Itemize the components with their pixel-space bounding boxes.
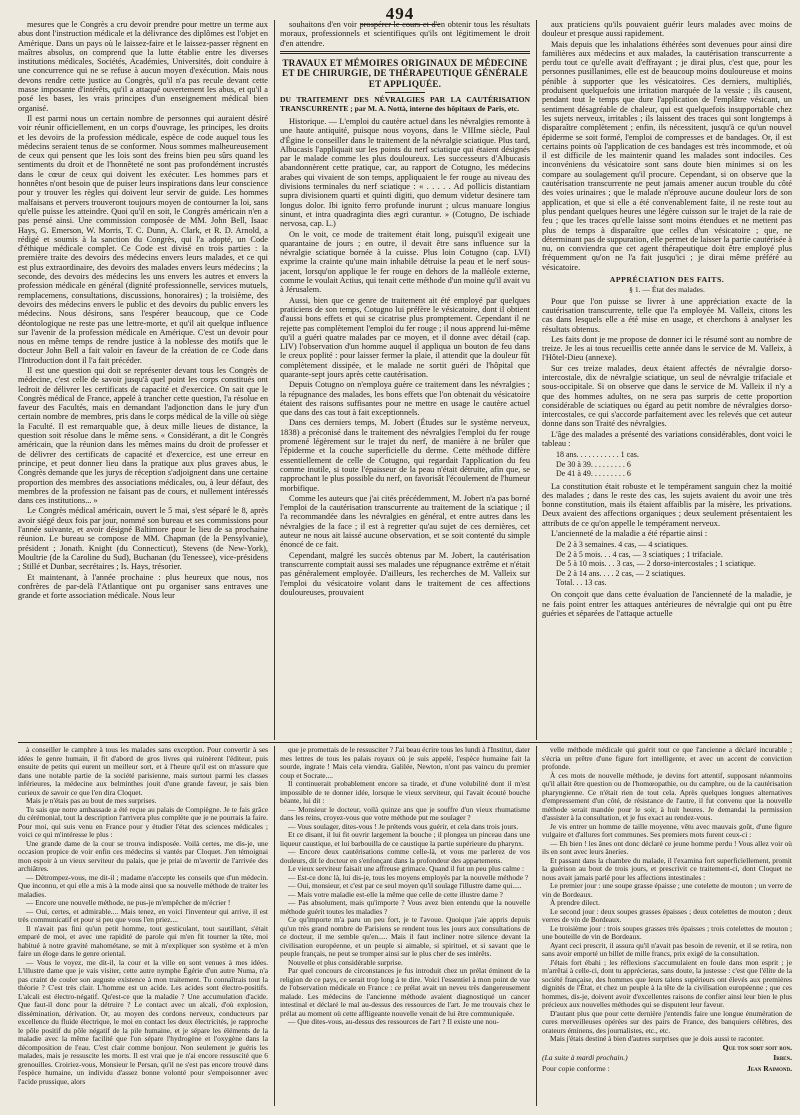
paragraph: — Mais votre maladie est-elle la même que celle de cette illustre dame ? xyxy=(288,889,503,899)
section-title: TRAVAUX ET MÉMOIRES ORIGINAUX DE MÉDECINE ET DE CHIRURGIE, DE THÉRAPEUTIQUE GÉNÉRALE ET APPLIQUÉE. xyxy=(282,57,528,89)
letter-closing: Que ton sort soit bon. xyxy=(722,1042,792,1052)
table-row: De 2 à 14 ans. . . . 2 cas, — 2 sciatiques. xyxy=(556,568,686,578)
paragraph: Cependant, malgré les succès obtenus par M. Jobert, la cautérisation transcurrente comptait aussi ses malades une répugnance extrême et n'était pas généralement employée. D'ailleurs, les recherches de M. Valleix sur l'emploi du vésicatoire volant dans le traitement de ces affections douloureuses, prouvaient xyxy=(280,550,530,597)
section-heading: APPRÉCIATION DES FAITS. xyxy=(609,275,725,285)
paragraph: — Oui, certes, et admirable.... Mais tenez, en voici l'inventeur qui arrive, il est très communicatif et pour si peu que vous l'en priez.... xyxy=(18,906,268,924)
bottom-column-1 xyxy=(18,746,268,1106)
signature-row xyxy=(542,1054,792,1063)
column-rule xyxy=(274,746,275,1106)
paragraph: à conseiller le camphre à tous les malades sans exception. Pour convertir à ses idées le genre humain, il fit d'abord de gros livres qui ruinèrent l'éditeur, puis ensuite de petits qui eurent un meilleur sort, et à l'heure qu'il est on m'assure que dans une notable partie de la société parisienne, mais surtout parmi les classes inférieures, la médecine aux belminthes jouit d'une grande faveur, je sais bien curieux de savoir ce que l'en dira Cloquet. xyxy=(18,746,268,797)
paragraph: À prendre dilect. xyxy=(550,898,600,907)
paragraph: L'ancienneté de la maladie a été répartie ainsi : xyxy=(551,529,708,539)
paragraph: Nouvelle et plus considérable surprise. xyxy=(288,957,403,967)
top-column-1 xyxy=(18,20,268,740)
paragraph: que je promettais de le ressusciter ? J'ai beau écrire tous les lundi à l'Institut, dater mes lettres de tous les palais royaux où je suis appelé, l'espèce humaine fait la sourde, ingrate ! Mais cela viendra. Galilée, Newton, n'ont pas vaincu du premier coup et Socrate.... xyxy=(280,746,530,780)
paragraph: Mais je n'étais pas au bout de mes surprises. xyxy=(26,796,157,805)
paragraph: La constitution était robuste et le tempérament sanguin chez la moitié des malades ; dans le reste des cas, les sujets avaient du avoir une très bonne constitution, mais ils étaient affaiblis par la misère, les privations. Deux avaient des affections organiques ; deux seulement présentaient les attributs de ce qu'on appelle le tempérament nerveux. xyxy=(542,481,792,528)
paragraph: J'étais fort ébahi ; les réflexions s'accumulaient en foule dans mon esprit ; je m'arrêtai à celle-ci, dont tu apprécieras, sans doute, la justesse : c'est que l'élite de la société française, des hommes que leurs talens supérieurs ont élevés aux premières dignités de l'État, et chez un peuple à la tête de la civilisation européenne ; que ces hommes, dis-je, doivent avoir d'excellentes raisons de confier ainsi leur bien le plus précieux aux nouvelles méthodes qui se disputent leur faveur. xyxy=(542,957,792,1009)
paragraph: Mais j'étais destiné à bien d'autres surprises que je dois aussi te raconter. xyxy=(550,1034,764,1043)
paragraph: L'âge des malades a présenté des variations considérables, dont voici le tableau : xyxy=(542,429,792,449)
paragraph: Et passant dans la chambre du malade, il l'examina fort superficiellement, promit la guérison au bout de trois jours, et prescrivit ce traitement-ci, dont Cloquet ne nous avait jamais parlé pour les affections intestinales : xyxy=(542,855,792,882)
paragraph: — Monsieur le docteur, voilà quinze ans que je souffre d'un vieux rhumatisme dans les reins, croyez-vous que votre méthode put me soulager ? xyxy=(280,804,530,822)
paragraph: Il est parmi nous un certain nombre de personnes qui auraient désiré voir réunir officiellement, en un corps d'ouvrage, les principes, les droits et les devoirs de la profession médicale, espèce de code auquel tous les médecins seraient tenus de se conformer. Nous sommes malheureusement de ceux qui pensent que les lois sont des freins bien peu sûrs quand les sentiments du droit et de l'honnêteté ne sont pas profondément incrustés dans le cœur de ceux qui doivent les exécuter. Les hommes pars et honnêtes n'ont besoin que de puiser leurs inspirations dans leur conscience pour y trouver les règles qui doivent leur servir de guide. Les hommes malfaisans et pervers trouveront toujours moyen de contourner la loi, sans qu'elle puisse les atteindre. Quoi qu'il en soit, le Congrès américain n'en a pas pensé ainsi. Une commission composée de MM. John Bell, Isaac Hays, G. Emerson, W. Morris, T. C. Dunn, A. Clark, et R. D. Arnold, a rédigé et soumis à la sanction du Congrès, qui l'a adopté, un Code d'éthique médicale complet. Ce Code est divisé en trois parties : la première traite des devoirs des médecins envers leurs malades, et ce qui est plus extraordinaire, des devoirs des malades envers leurs médecins ; la seconde, des devoirs des médecins les uns envers les autres et envers la profession médicale en général (dignité professionnelle, services mutuels, remplacemens, consultations, discussions, honoraires) ; la troisième, des devoirs des médecins envers le public et des devoirs du public envers les médecins. Nous désirons, sans l'espérer beaucoup, que ce Code déontologique ne reste pas une lettre-morte, et qu'il ait quelque influence sur l'avenir de la profession médicale en Amérique. C'est un devoir pour nous en même temps de rendre justice à la noblesse des motifs que le docteur John Bell a fait valoir en faveur de la création de ce Code dans l'Introduction dont il l'a fait précéder. xyxy=(18,113,268,365)
paragraph: D'autant plus que pour cette dernière j'entendis faire une longue énumération de cures merveilleuses opérées sur des pairs de France, des banquiers célèbres, des orateurs éminens, des journalistes, etc., etc. xyxy=(542,1008,792,1035)
subsection-heading: § 1. — État des malades. xyxy=(629,285,705,295)
paragraph: Le premier jour : une soupe grasse épaisse ; une cotelette de mouton ; un verre de vin de Bordeaux. xyxy=(542,881,792,899)
page-number: 494 xyxy=(360,4,440,25)
paragraph: Depuis Cotugno on n'employa guère ce traitement dans les névralgies ; la répugnance des malades, les bons effets que l'on obtenait du vésicatoire étaient des raisons suffisantes pour ne mettre en usage le cautère actuel que dans des cas tout à fait exceptionnels. xyxy=(280,380,530,418)
top-column-2 xyxy=(280,20,530,740)
paragraph: Aussi, bien que ce genre de traitement ait été employé par quelques praticiens de son temps, Cotugno lui préfère le vésicatoire, dont il obtient d'aussi bons effets et qui se cicatrise plus promptement. Cependant il ne rejette pas complètement l'emploi du fer rouge ; il nous apprend lui-même qu'il a guéri quatre malades par ce moyen, et il donne avec détail (cap. LIV) l'observation d'un homme auquel il appliqua un bouton de feu dans le creux poplité : pour laisser fermer la plaie, il attendit que la douleur fût complètement dissipée, et le malade ne sortit guéri de l'hôpital que quarante-sept jours après cette cautérisation. xyxy=(280,295,530,379)
table-row: 18 ans. . . . . . . . . . . 1 cas. xyxy=(556,450,639,460)
paragraph: Par quel concours de circonstances je fus introduit chez un prélat éminent de la religion de ce pays, ce serait trop long à te dire. Voici l'essentiel à mon point de vue de l'observation médicale en France : ce prélat avait un neveu très dangereusement malade. Les médecins de l'ancienne méthode avaient diagnostiqué un cancer intestinal et déclaré le mal au-dessus des ressources de l'art. Je me trouvais chez le prélat au moment où cette affligeante nouvelle venait de lui être communiquée. xyxy=(280,966,530,1018)
column-rule xyxy=(536,746,537,1106)
column-rule xyxy=(274,20,275,740)
paragraph: Tu sais que notre ambassade a été reçue au palais de Compiègne. Je te fais grâce du cérémonial, tout la description l'arrivera plus complète que je ne pourrais la faire. Pour moi, qui suis venu en France pour y étudier l'état des sciences médicales ; voici ce qui m'intéresse le plus : xyxy=(18,804,268,839)
table-row: Total. . . 13 cas. xyxy=(556,577,607,587)
paragraph: Ce qu'importe m'a paru un peu fort, je te l'avoue. Quoique j'aie appris depuis qu'un très grand nombre de Parisiens se rendent tous les jours aux consultations de ce docteur, il me semble qu'en..... Mais il faut incliner notre silence devant la civilisation européenne, et un peuple si aimable, si spirituel, et si savant que le peuple français, ne peut se tromper ainsi sur le plus cher de ses intérêts. xyxy=(280,915,530,958)
paragraph: Pour que l'on puisse se livrer à une appréciation exacte de la cautérisation transcurrente, telle que l'a employée M. Valleix, citons les cas dans lesquels elle a été mise en usage, et cherchons à analyser les résultats obtenus. xyxy=(542,296,792,334)
paragraph: À ces mots de nouvelle méthode, je devins fort attentif, supposant néanmoins qu'il allait être question ou de l'homœopathie, ou du camphre, ou de la cautérisation pharyngienne. Ce n'était rien de tout cela. Après quelques longues alternatives d'empressement d'un côté, de résistance de l'autre, il fut convenu que la nouvelle méthode serait mandée pour le soir, à huit heures. Je demandai la permission d'assister à la consultation, et je fus exact au rendez-vous. xyxy=(542,770,792,822)
continued-note: (La suite à mardi prochain.) xyxy=(542,1053,628,1062)
top-column-3 xyxy=(542,20,792,740)
age-table xyxy=(556,450,792,478)
paragraph: Le Congrès médical américain, ouvert le 5 mai, s'est séparé le 8, après avoir siégé deux fois par jour, nommé son bureau et ses commissions pour l'année suivante, et avoir désigné Baltimore pour le lieu de sa prochaine réunion. Le bureau se compose de MM. Chapman (de la Pensylvanie), président ; Jonath. Knight (du Connecticut), Stevens (de New-York), Moultrie (de la Caroline du Sud), Buchanan (du Tenessee), vice-présidens ; Stillé et Dunbar, secrétaires ; Is. Hays, trésorier. xyxy=(18,506,268,572)
paragraph: — Est-ce donc là, lui dis-je, tous les moyens employés par la nouvelle méthode ? xyxy=(288,872,529,882)
paragraph: On le voit, ce mode de traitement était long, puisqu'il exigeait une quarantaine de jours ; en outre, il devait être sans influence sur la névralgie sciatique bornée à la cuisse. Plus loin Cotugno (cap. LVI) exprime la crainte qu'une main inhabile détruise la peau et le nerf sous-jacent, lorsqu'on applique le fer rouge en dehors de la malléole externe, comme le voulait Actius, qui tenait cette méthode d'un moine qu'il avait vu à Jérusalem. xyxy=(280,229,530,295)
paragraph: Comme les auteurs que j'ai cités précédemment, M. Jobert n'a pas borné l'emploi de la cautérisation transcurrente au traitement de la sciatique ; il l'a recommandée dans les névralgies en général, et entre autres dans les névralgies de la face ; il est à regretter qu'au sujet de ces dernières, cet auteur ne nous ait laissé aucune observation, et se soit contenté du simple énoncé de ce fait. xyxy=(280,493,530,550)
paragraph: Je vis entrer un homme de taille moyenne, vêtu avec mauvais goût, d'une figure vulgaire et d'allures fort communes. Ses premiers mots furent ceux-ci : xyxy=(542,821,792,839)
paragraph: — Vous le voyez, me dit-il, la cour et la ville en sont venues à mes idées. L'illustre dame que je vais visiter, cette autre nymphe Égérie d'un autre Numa, n'a pas craint de couler son auguste existence à mon traitement. Tu connaîtrais tout la théorie ? C'est très clair. L'homme est un acide. Les acides sont électro-positifs. L'alcali est électro-négatif. Qu'est-ce que la maladie ? Une accumulation d'acide. Que faut-il donc pour la détruire ? Le contact avec un alcali, d'où explosion, dissémination, dérivation. Or, au moyen des cordons nerveux, conducteurs par excellence du fluide électrique, le moi en contact les deux électricités, je rapproche le pôle positif du pôle négatif de la pile humaine, et je sépare les éléments de la maladie avec la même facilité que l'on sépare l'hydrogène et l'oxygène dans la décomposition de l'eau. C'est clair comme bonjour. Non seulement je guéris les malades, mais je ressuscite les morts. Il est vrai que je n'ai encore ressuscité que 6 grenouilles. Croiriez-vous, Monsieur le Persan, qu'il ne s'est pas encore trouvé dans l'espèce humaine, un individu d'assez bonne volonté pour s'empoisonner avec l'acide prussique, alors xyxy=(18,957,268,1086)
paragraph: mesures que le Congrès a cru devoir prendre pour mettre un terme aux abus dont l'instruction médicale et la délivrance des diplômes est l'objet en Amérique. Dans un pays où le laissez-faire et le laissez-passer règnent en maîtres absolus, on comprend que la lutte établie entre les diverses institutions médicales, Sociétés, Académies, Universités, doit conduire à une concurrence qui ne se refuse à aucun moyen d'exécution. Mais nous devons rendre cette justice au Congrès, qu'il n'a pas recule devant cette masse imposante d'intérêts, qu'il a attaqué ouvertement les abus, et qu'il a posé les bases, les vrais principes d'un enseignement médical bien organisé. xyxy=(18,20,268,113)
paragraph: Le second jour : deux soupes grasses épaisses ; deux cotelettes de mouton ; deux verres de vin de Bordeaux. xyxy=(542,906,792,924)
copy-note: Pour copie conforme : xyxy=(542,1063,610,1073)
paragraph: Le troisième jour : trois soupes grasses très épaisses ; trois cotelettes de mouton ; une bouteille de vin de Bordeaux. xyxy=(542,923,792,941)
editor-signature: Jean Raimond. xyxy=(746,1063,792,1073)
paragraph: Sur ces treize malades, deux étaient affectés de névralgie dorso-intercostale, dix de névralgie sciatique, un seul de névralgie trifaciale et sous-occipitale. Si on observe que dans le service de M. Valleix il n'y a que des hommes adultes, on ne sera pas surpris de cette proportion considérable de sciatiques ou égard au petit nombre de névralgies dorso-intercostales, ce qui s'accorde parfaitement avec les relevés que cet auteur donne dans son Traité des névralgies. xyxy=(542,363,792,429)
table-row: De 41 à 49. . . . . . . . . 6 xyxy=(556,469,631,479)
paragraph: — Encore deux cautérisations comme celle-là, et vous me parlerez de vos douleurs, dit le docteur en s'enfonçant dans la profondeur des appartemens. xyxy=(280,847,530,865)
author-signature: Irben. xyxy=(773,1053,792,1062)
article-title: DU TRAITEMENT DES NÉVRALGIES PAR LA CAUTÉRISATION TRANSCURRENTE ; par M. A. Nottà, interne des hôpitaux de Paris, etc. xyxy=(280,95,530,114)
paragraph: — Pas absolument, mais qu'importe ? Vous avez bien entendu que la nouvelle méthode guérit toutes les maladies ? xyxy=(280,898,530,916)
paragraph: souhaitons d'en voir prospérer le cours et d'en obtenir tous les résultats moraux, professionnels et scientifiques qu'ils ont légitimement le droit d'en attendre. xyxy=(280,20,530,48)
paragraph: — Oui, monsieur, et c'est par ce seul moyen qu'il soulage l'illustre dame qui..... xyxy=(288,881,522,890)
feuilleton-section xyxy=(18,746,792,1106)
paragraph: Et maintenant, à l'année prochaine : plus heureux que nous, nos confrères de par-delà l'Atlantique ont pu organiser sans entraves une grande et forte association médicale. Nous leur xyxy=(18,572,268,601)
paragraph: velle méthode médicale qui guérit tout ce que l'ancienne a déclaré incurable ; s'écria un prêtre d'une figure fort intelligente, et avec un accent de conviction profonde. xyxy=(542,746,792,771)
duration-table xyxy=(556,540,792,587)
paragraph: Il n'avait pas fini qu'un petit homme, tout gesticulant, tout sautillant, s'était emparé de moi, et avec une rapidité de parole qui m'en fit tourner la tête, moi habitué à notre gravité mahométane, se mit à m'expliquer son système et à m'en faire un éloge dans le genre oriental. xyxy=(18,923,268,958)
paragraph: — Eh bien ! les ânes ont donc déclaré ce jeune homme perdu ! Vous allez voir où ils en sont avec leurs âneries. xyxy=(542,838,792,856)
paragraph: On conçoit que dans cette évaluation de l'ancienneté de la maladie, je ne fais point entrer les attaques antérieures de névralgie qui ont pu être guéries et séparées de l'attaque actuelle xyxy=(542,590,792,618)
paragraph: Il est une question qui doit se représenter devant tous les Congrès de médecine, c'est celle de savoir jusqu'à quel point les corps constitués ont ledroit de délivrer les certificats de capacité et d'exercice. On sait que le Congrès médical de France, appelé à trancher cette question, l'a résolue en faveur des Facultés, mais en demandant l'adjonction dans le jury d'un certain nombre de membres, pris dans le corps médical de la ville où siège la Faculté. Il est remarquable que, à deux mille lieues de distance, la question soit résolue dans le même sens. « Considérant, a dit le Congrès américain, que la réunion dans les mêmes mains du droit de professer et de délivrer des certificats de capacité et d'exercice, est une erreur en principe, et peut donner lieu dans la pratique aux plus graves abus, le Congrès demande que les jurys de réception s'adjoignent dans une certaine proportion des membres des associations médicales, ou, à leur défaut, des membres de la profession ne faisant pas de cours, et nullement intéressés dans ces institutions... » xyxy=(18,365,268,506)
column-rule xyxy=(536,20,537,740)
paragraph: Le vieux serviteur faisait une affreuse grimace. Quand il fut un peu plus calme : xyxy=(288,864,525,873)
table-row: De 5 à 10 mois. . . 3 cas, — 2 dorso-intercostales ; 1 sciatique. xyxy=(556,559,756,569)
paragraph: — Vous soulager, dites-vous ! Je prétends vous guérir, et cela dans trois jours. xyxy=(288,821,519,831)
paragraph: Et ce disant, il lui fit ouvrir largement la bouche ; il plongea un pinceau dans une liqueur caustique, et lui barbouilla de ce caustique la partie supérieure du pharynx. xyxy=(280,830,530,848)
table-row: De 2 à 5 mois. . . 4 cas, — 3 sciatiques ; 1 trifaciale. xyxy=(556,549,723,559)
paragraph: Les faits dont je me propose de donner ici le résumé sont au nombre de treize. Je les ai tous recueillis cette année dans le service de M. Valleix, à l'Hôtel-Dieu (annexe). xyxy=(542,334,792,363)
table-row: De 30 à 39. . . . . . . . . 6 xyxy=(556,459,631,469)
paragraph: — Que dites-vous, au-dessus des ressources de l'art ? Il existe une nou- xyxy=(288,1017,499,1026)
paragraph: — Encore une nouvelle méthode, ne pus-je m'empêcher de m'écrier ! xyxy=(26,898,231,907)
paragraph: Mais depuis que les inhalations éthérées sont devenues pour ainsi dire familières aux médecins et aux malades, la cautérisation transcurrente a perdu tout ce qu'elle avait d'effrayant ; je dirai plus, c'est que, pour les personnes pusillanimes, elle est de beaucoup moins douloureuse et moins pénible à supporter que les vésicatoires. Ces derniers, multipliés, produisent quelquefois une irritation marquée de la vessie ; ils causent, pendant tout le temps que dure l'application de l'emplâtre vésicant, un sentiment désagréable de chaleur, qui est quelquefois insupportable chez les sujets nerveux, irritables ; ils laissent des traces qui sont longtemps à disparaître complètement ; enfin, ils nécessitent, jusqu'à ce qu'un nouvel épiderme se soit formé, l'emploi de compresses et de bandages. Or, il est certains points où l'application de ces bandages est très incommode, et où il est difficile de les maintenir quand les malades sont indociles. Ces inconvéniens du vésicatoire sont sans doute bien minimes si on les compare au soulagement qu'il procure. Cependant, si on observe que la cautérisation transcurrente ne peut jamais amener aucun trouble du côté des voies urinaires ; que le malade n'éprouve aucune douleur lors de son application, et que si elle a été convenablement faite, il ne reste tout au plus pendant quelques heures une légère cuisson sur le trajet de la raie de feu ; que les traces qu'elle laisse sont moins étendues et ne mettent pas plus de temps à disparaître que celles d'un vésicatoire ; que, ne déterminant pas de suppuration, elle permet de laisser la partie cautérisée à nu, on conviendra que cet agent thérapeutique doit être employé plus fréquemment qu'on ne l'a fait jusqu'ici ; je dirai même préféré au vésicatoire. xyxy=(542,39,792,272)
section-divider xyxy=(280,51,530,54)
paragraph: — Détrompez-vous, me dit-il ; madame n'accepte les conseils que d'un médecin. Que inconnu, et qui elle a mis à la mode ainsi que sa nouvelle méthode de traiter les maladies. xyxy=(18,872,268,899)
short-rule xyxy=(385,92,425,93)
paragraph: aux praticiens qu'ils pouvaient guérir leurs malades avec moins de douleur et presque aussi rapidement. xyxy=(542,20,792,39)
paragraph: Ayant ceci prescrit, il assura qu'il n'avait pas besoin de revenir, et il se retira, non sans avoir emporté un billet de mille francs, prix exigé de la consultation. xyxy=(542,940,792,958)
paragraph: Une grande dame de la cour se trouva indisposée. Voilà certes, me dis-je, une occasion propice de voir enfin ces médecins si vantés par Cloquet. J'en témoignai mon espoir à un vieux serviteur du palais, que je priai de m'avertir de l'arrivée des archiâtres. xyxy=(18,838,268,873)
paragraph: Dans ces derniers temps, M. Jobert (Études sur le système nerveux, 1838) a préconisé dans le traitement des névralgies l'emploi du fer rouge promené légèrement sur le trajet du nerf, de manière à ne brûler que l'épiderme et la couche superficielle du derme. Cette méthode diffère essentiellement de celle de Cotugno, qui regardait l'application du feu comme inutile, si toute l'épaisseur de la peau n'était détruite, afin que, se rapprochant le plus possible du nerf, on favorisât l'écoulement de l'humeur morbifique. xyxy=(280,418,530,493)
bottom-column-3 xyxy=(542,746,792,1106)
bottom-column-2 xyxy=(280,746,530,1106)
article-section-top xyxy=(18,20,792,740)
paragraph: Il continuerait probablement encore sa tirade, et d'une volubilité dont il m'est impossible de te donner idée, lorsque le vieux serviteur, qui l'avait écouté bouche béante, lui dit : xyxy=(280,779,530,805)
table-row: De 2 à 3 semaines. 4 cas, — 4 sciatiques. xyxy=(556,540,688,550)
signature-row xyxy=(542,1065,792,1074)
paragraph: Historique. — L'emploi du cautère actuel dans les névralgies remonte à une haute antiquité, puisque nous voyons, dans le VIIIme siècle, Paul d'Égine le conseiller dans le traitement de la névralgie sciatique. Plus tard, Albucasis l'appliquait sur les points du nerf sciatique qui étaient désignés par le malade comme les plus douloureux. Les successeurs d'Albucasis abandonnèrent cette pratique, car, au rapport de Cotugno, les médecins arabes qui vivaient de son temps, appliquaient le fer rouge au niveau des divisions terminales du nerf sciatique : « . . . . . Ad pollicis distantiam supra divisionem quarti et quinti digiti, quo demum videtur desinere tam longus dolor. Ibi ignito ferro profunde inurunt ; ulcus manuare longius sinunt, et intra quadraginta dies ægri curantur. » (Cotugno, De ischiade nervosa, cap. L.) xyxy=(280,116,530,229)
feuilleton-separator xyxy=(18,742,792,743)
